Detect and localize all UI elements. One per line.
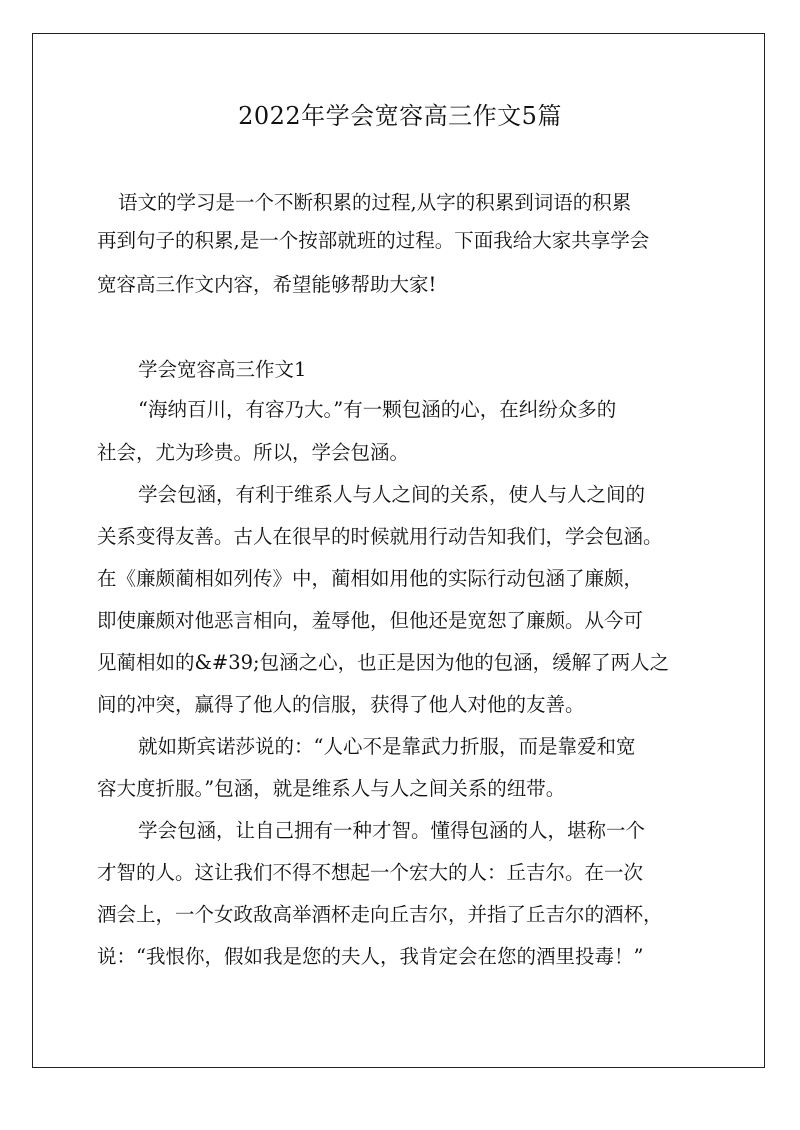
paragraph2-line-2: 关系变得友善。古人在很早的时候就用行动告知我们，学会包涵。 — [97, 525, 663, 548]
paragraph1-line-1: “海纳百川，有容乃大。”有一颗包涵的心，在纠纷众多的 — [138, 398, 617, 421]
paragraph2-line-6: 间的冲突，赢得了他人的信服，获得了他人对他的友善。 — [97, 693, 585, 716]
paragraph4-line-3: 酒会上，一个女政敌高举酒杯走向丘吉尔，并指了丘吉尔的酒杯， — [97, 903, 663, 926]
paragraph2-line-1: 学会包涵，有利于维系人与人之间的关系，使人与人之间的 — [138, 483, 646, 506]
paragraph4-line-4: 说：“我恨你，假如我是您的夫人，我肯定会在您的酒里投毒！” — [97, 945, 644, 968]
paragraph4-line-2: 才智的人。这让我们不得不想起一个宏大的人：丘吉尔。在一次 — [97, 861, 644, 884]
paragraph2-line-5: 见蔺相如的&#39;包涵之心，也正是因为他的包涵，缓解了两人之 — [97, 651, 670, 674]
paragraph2-line-3: 在《廉颇蔺相如列传》中，蔺相如用他的实际行动包涵了廉颇， — [97, 567, 644, 590]
paragraph4-line-1: 学会包涵，让自己拥有一种才智。懂得包涵的人，堪称一个 — [138, 819, 646, 842]
intro-line-2: 再到句子的积累,是一个按部就班的过程。下面我给大家共享学会 — [97, 229, 650, 252]
paragraph3-line-2: 容大度折服。”包涵，就是维系人与人之间关系的纽带。 — [97, 777, 566, 800]
intro-line-3: 宽容高三作文内容，希望能够帮助大家! — [97, 273, 437, 296]
intro-line-1: 语文的学习是一个不断积累的过程,从字的积累到词语的积累 — [118, 191, 632, 214]
section-heading: 学会宽容高三作文1 — [138, 358, 307, 381]
paragraph3-line-1: 就如斯宾诺莎说的：“人心不是靠武力折服，而是靠爱和宽 — [138, 735, 636, 758]
paragraph2-line-4: 即使廉颇对他恶言相向，羞辱他，但他还是宽恕了廉颇。从今可 — [97, 609, 644, 632]
paragraph1-line-2: 社会，尤为珍贵。所以，学会包涵。 — [97, 441, 410, 464]
document-title: 2022年学会宽容高三作文5篇 — [238, 102, 562, 130]
